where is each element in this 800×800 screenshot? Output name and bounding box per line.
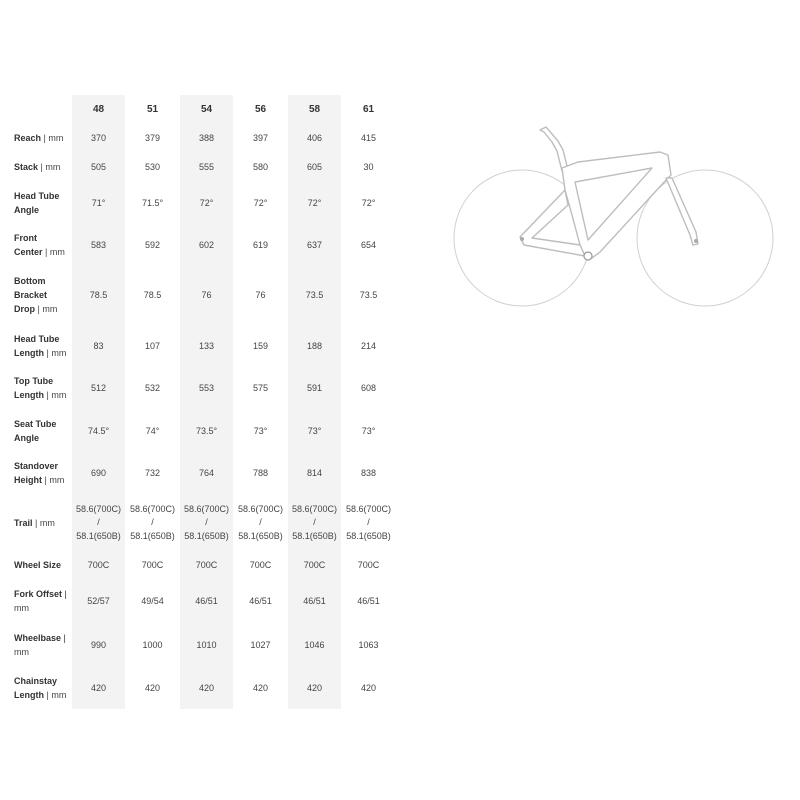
cell-seat-tube-angle-51: 74°: [145, 426, 160, 436]
cell-top-tube-length-56: 575: [252, 383, 269, 393]
front-axle-dot: [694, 239, 698, 243]
cell-standover-height-48: 690: [90, 468, 107, 478]
cell-fork-offset-61: 46/51: [357, 596, 380, 606]
cell-wheel-size-58: 700C: [303, 560, 326, 570]
cell-top-tube-length-48: 512: [90, 383, 107, 393]
cell-wheel-size-61: 700C: [357, 560, 380, 570]
cell-wheel-size-48: 700C: [87, 560, 110, 570]
cell-trail-61: 58.6(700C) / 58.1(650B): [345, 503, 392, 541]
cell-trail-51: 58.6(700C) / 58.1(650B): [129, 503, 176, 541]
row-label-fork-offset: Fork Offset | mm: [14, 589, 67, 613]
row-label-reach: Reach | mm: [14, 133, 64, 143]
cell-head-tube-angle-58: 72°: [307, 198, 322, 208]
cell-top-tube-length-51: 532: [144, 383, 161, 393]
row-label-seat-tube-angle: Seat Tube Angle: [14, 419, 57, 443]
row-label-front-center: Front Center | mm: [14, 233, 65, 257]
cell-wheelbase-48: 990: [90, 640, 107, 650]
cell-bottom-bracket-drop-61: 73.5: [359, 290, 378, 300]
cell-front-center-61: 654: [360, 240, 377, 250]
cell-standover-height-51: 732: [144, 468, 161, 478]
size-header-56: 56: [254, 104, 267, 115]
cell-bottom-bracket-drop-51: 78.5: [143, 290, 162, 300]
cell-top-tube-length-61: 608: [360, 383, 377, 393]
cell-wheel-size-56: 700C: [249, 560, 272, 570]
cell-reach-61: 415: [360, 133, 377, 143]
row-label-head-tube-angle: Head Tube Angle: [14, 191, 60, 215]
cell-seat-tube-angle-48: 74.5°: [87, 426, 110, 436]
cell-fork-offset-51: 49/54: [141, 596, 164, 606]
cell-bottom-bracket-drop-48: 78.5: [89, 290, 108, 300]
cell-fork-offset-48: 52/57: [87, 596, 110, 606]
cell-wheelbase-54: 1010: [196, 640, 217, 650]
cell-standover-height-56: 788: [252, 468, 269, 478]
cell-head-tube-angle-48: 71°: [91, 198, 106, 208]
rear-axle-dot: [520, 237, 524, 241]
cell-seat-tube-angle-58: 73°: [307, 426, 322, 436]
cell-head-tube-length-51: 107: [144, 341, 161, 351]
cell-bottom-bracket-drop-54: 76: [201, 290, 212, 300]
cell-bottom-bracket-drop-58: 73.5: [305, 290, 324, 300]
cell-seat-tube-angle-61: 73°: [361, 426, 376, 436]
cell-trail-56: 58.6(700C) / 58.1(650B): [237, 503, 284, 541]
row-label-trail: Trail | mm: [14, 518, 55, 528]
row-label-bottom-bracket-drop: Bottom Bracket Drop | mm: [14, 276, 58, 314]
frame-outline: [520, 127, 698, 258]
cell-front-center-56: 619: [252, 240, 269, 250]
cell-wheelbase-58: 1046: [304, 640, 325, 650]
size-header-61: 61: [362, 104, 375, 115]
cell-front-center-48: 583: [90, 240, 107, 250]
size-header-48: 48: [92, 104, 105, 115]
size-header-54: 54: [200, 104, 213, 115]
row-label-top-tube-length: Top Tube Length | mm: [14, 376, 67, 400]
cell-fork-offset-56: 46/51: [249, 596, 272, 606]
cell-trail-54: 58.6(700C) / 58.1(650B): [183, 503, 230, 541]
cell-trail-48: 58.6(700C) / 58.1(650B): [75, 503, 122, 541]
cell-wheelbase-61: 1063: [358, 640, 379, 650]
row-label-wheelbase: Wheelbase | mm: [14, 633, 66, 657]
cell-top-tube-length-54: 553: [198, 383, 215, 393]
cell-reach-56: 397: [252, 133, 269, 143]
bike-frame-diagram: [450, 120, 780, 310]
cell-stack-48: 505: [90, 162, 107, 172]
cell-chainstay-length-54: 420: [198, 683, 215, 693]
cell-head-tube-angle-61: 72°: [361, 198, 376, 208]
cell-head-tube-length-54: 133: [198, 341, 215, 351]
cell-chainstay-length-58: 420: [306, 683, 323, 693]
bottom-bracket-circle: [584, 252, 592, 260]
cell-stack-61: 30: [363, 162, 374, 172]
size-header-51: 51: [146, 104, 159, 115]
cell-head-tube-length-48: 83: [93, 341, 104, 351]
cell-chainstay-length-56: 420: [252, 683, 269, 693]
cell-fork-offset-54: 46/51: [195, 596, 218, 606]
cell-seat-tube-angle-54: 73.5°: [195, 426, 218, 436]
cell-wheelbase-56: 1027: [250, 640, 271, 650]
cell-fork-offset-58: 46/51: [303, 596, 326, 606]
cell-standover-height-58: 814: [306, 468, 323, 478]
cell-stack-58: 605: [306, 162, 323, 172]
row-label-stack: Stack | mm: [14, 162, 61, 172]
cell-seat-tube-angle-56: 73°: [253, 426, 268, 436]
cell-top-tube-length-58: 591: [306, 383, 323, 393]
row-label-wheel-size: Wheel Size: [14, 560, 62, 570]
cell-wheel-size-54: 700C: [195, 560, 218, 570]
row-label-head-tube-length: Head Tube Length | mm: [14, 334, 67, 358]
cell-front-center-54: 602: [198, 240, 215, 250]
cell-stack-54: 555: [198, 162, 215, 172]
cell-wheelbase-51: 1000: [142, 640, 163, 650]
row-label-standover-height: Standover Height | mm: [14, 461, 65, 485]
cell-chainstay-length-51: 420: [144, 683, 161, 693]
cell-chainstay-length-48: 420: [90, 683, 107, 693]
cell-head-tube-length-56: 159: [252, 341, 269, 351]
cell-reach-48: 370: [90, 133, 107, 143]
cell-stack-51: 530: [144, 162, 161, 172]
cell-standover-height-61: 838: [360, 468, 377, 478]
cell-head-tube-length-61: 214: [360, 341, 377, 351]
row-label-chainstay-length: Chainstay Length | mm: [14, 676, 67, 700]
cell-reach-54: 388: [198, 133, 215, 143]
cell-stack-56: 580: [252, 162, 269, 172]
cell-front-center-58: 637: [306, 240, 323, 250]
cell-wheel-size-51: 700C: [141, 560, 164, 570]
cell-reach-51: 379: [144, 133, 161, 143]
cell-head-tube-angle-51: 71.5°: [141, 198, 164, 208]
cell-head-tube-angle-56: 72°: [253, 198, 268, 208]
cell-trail-58: 58.6(700C) / 58.1(650B): [291, 503, 338, 541]
cell-standover-height-54: 764: [198, 468, 215, 478]
cell-reach-58: 406: [306, 133, 323, 143]
cell-front-center-51: 592: [144, 240, 161, 250]
cell-head-tube-length-58: 188: [306, 341, 323, 351]
size-header-58: 58: [308, 104, 321, 115]
cell-chainstay-length-61: 420: [360, 683, 377, 693]
cell-head-tube-angle-54: 72°: [199, 198, 214, 208]
cell-bottom-bracket-drop-56: 76: [255, 290, 266, 300]
